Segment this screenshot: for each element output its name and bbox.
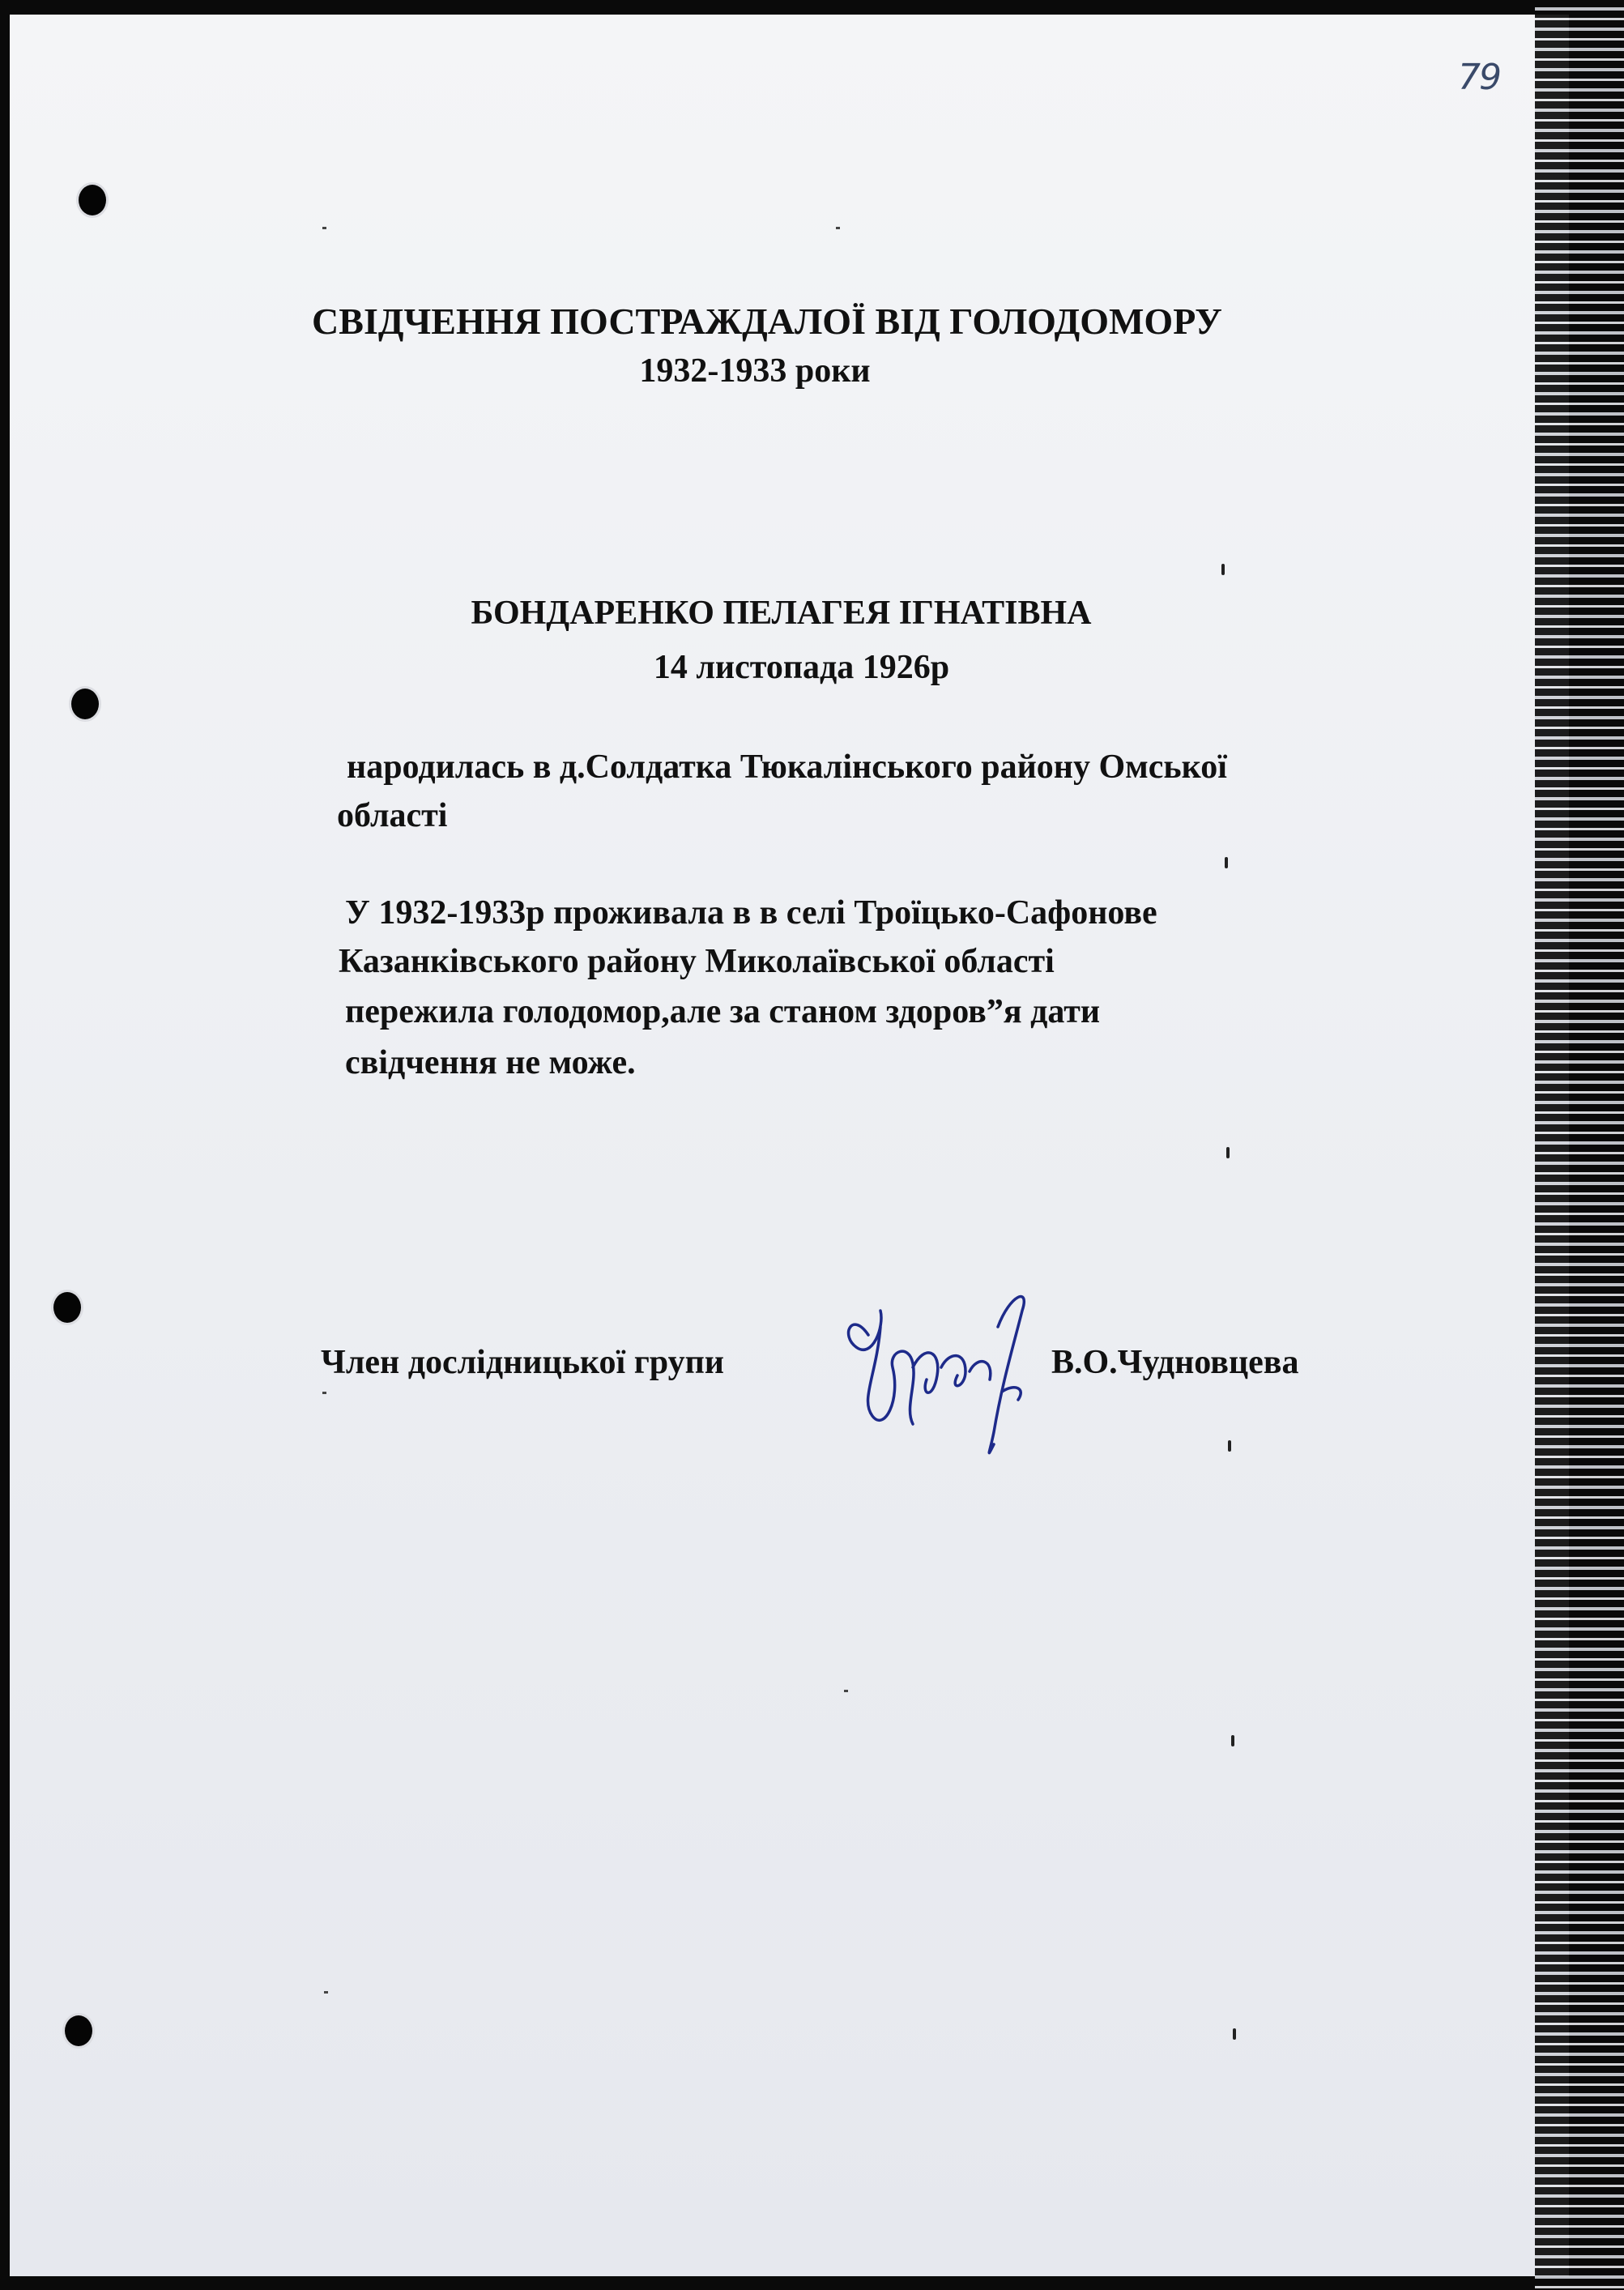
scan-edge-shadow (1535, 0, 1624, 2290)
document-title: СВІДЧЕННЯ ПОСТРАЖДАЛОЇ ВІД ГОЛОДОМОРУ (312, 301, 1222, 342)
scan-dot (836, 227, 840, 229)
body-line-3: У 1932-1933р проживала в в селі Троїцько-Сафонове (345, 894, 1157, 932)
scan-dot (322, 227, 326, 229)
scan-dot (322, 1392, 326, 1394)
scan-speck (1221, 564, 1225, 575)
body-line-6: свідчення не може. (345, 1044, 636, 1081)
scan-speck (1233, 2028, 1236, 2040)
scan-dot (324, 1991, 328, 1994)
page-number: 79 (1458, 57, 1500, 98)
punch-hole (79, 185, 106, 215)
punch-hole (65, 2015, 92, 2046)
handwritten-signature (836, 1278, 1071, 1473)
scan-speck (1225, 857, 1228, 868)
body-line-4: Казанківського району Миколаївської області (339, 943, 1055, 980)
researcher-role-label: Член дослідницької групи (321, 1344, 724, 1381)
document-sheet (10, 15, 1569, 2276)
person-birth-date: 14 листопада 1926р (653, 649, 950, 686)
scan-speck (1228, 1440, 1231, 1452)
punch-hole (53, 1292, 81, 1323)
body-line-1: народилась в д.Солдатка Тюкалінського району Омської (347, 748, 1227, 786)
document-years: 1932-1933 роки (639, 352, 871, 390)
scan-speck (1226, 1147, 1230, 1158)
scan-speck (1231, 1735, 1234, 1746)
person-name: БОНДАРЕНКО ПЕЛАГЕЯ ІГНАТІВНА (471, 595, 1092, 632)
scan-dot (844, 1690, 848, 1692)
punch-hole (71, 689, 99, 719)
body-line-2: області (337, 797, 448, 834)
researcher-name: В.О.Чудновцева (1051, 1344, 1299, 1381)
body-line-5: пережила голодомор,але за станом здоров”я дати (345, 993, 1101, 1030)
